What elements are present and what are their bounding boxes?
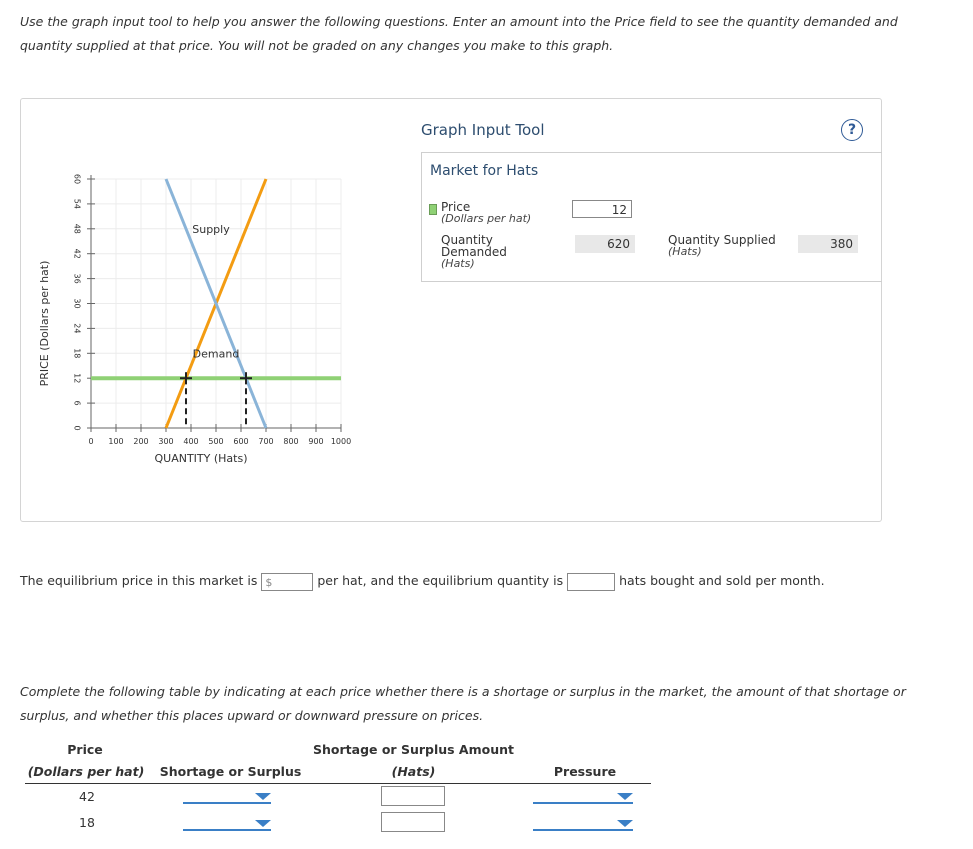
equilibrium-text-3: hats bought and sold per month. xyxy=(619,573,825,588)
x-tick-label: 400 xyxy=(183,437,199,446)
pressure-dropdown[interactable] xyxy=(533,815,633,831)
x-tick-label: 600 xyxy=(233,437,249,446)
col-header-pressure: Pressure xyxy=(553,764,617,779)
col-header-price-unit: (Dollars per hat) xyxy=(27,764,145,779)
equilibrium-text-1: The equilibrium price in this market is xyxy=(20,573,258,588)
quantity-supplied-label: Quantity Supplied xyxy=(668,233,776,247)
x-tick-label: 1000 xyxy=(330,437,352,446)
chevron-down-icon xyxy=(255,820,271,827)
supply-label: Supply xyxy=(192,222,230,236)
x-tick-label: 900 xyxy=(308,437,324,446)
demand-supply-chart[interactable] xyxy=(21,99,421,521)
shortage-surplus-dropdown[interactable] xyxy=(183,815,271,831)
price-swatch-icon xyxy=(429,204,437,215)
graph-input-tool-title: Graph Input Tool xyxy=(421,121,545,139)
quantity-demanded-value: 620 xyxy=(575,235,635,253)
price-input[interactable]: 12 xyxy=(572,200,632,218)
y-tick-label: 36 xyxy=(72,273,82,284)
chevron-down-icon xyxy=(617,793,633,800)
equilibrium-quantity-input[interactable] xyxy=(567,573,615,591)
graph-panel xyxy=(20,98,882,522)
x-tick-label: 0 xyxy=(88,437,94,446)
market-title: Market for Hats xyxy=(430,163,539,179)
table-row-price: 42 xyxy=(79,789,95,804)
y-tick-label: 12 xyxy=(72,373,82,384)
x-axis-label: QUANTITY (Hats) xyxy=(154,452,248,465)
equilibrium-sentence xyxy=(20,571,825,591)
demand-label: Demand xyxy=(192,347,240,361)
x-tick-label: 700 xyxy=(258,437,274,446)
table-instructions: Complete the following table by indicating at each price whether there is a shortage or surplus in the market, the amount of that shortage or surplus, and whether this places upward or downward pressure on prices. xyxy=(20,684,906,723)
y-tick-label: 42 xyxy=(72,248,82,259)
market-box xyxy=(421,152,882,282)
y-tick-label: 60 xyxy=(72,173,82,185)
chevron-down-icon xyxy=(617,820,633,827)
quantity-demanded-label-line2: Demanded xyxy=(441,245,507,259)
col-header-amount-unit: (Hats) xyxy=(391,764,436,779)
quantity-demanded-unit: (Hats) xyxy=(441,257,475,270)
y-tick-label: 54 xyxy=(72,198,82,209)
amount-input[interactable] xyxy=(381,786,445,806)
x-tick-label: 500 xyxy=(208,437,224,446)
quantity-demanded-label-line1: Quantity xyxy=(441,233,493,247)
price-label: Price xyxy=(441,200,471,214)
quantity-supplied-unit: (Hats) xyxy=(668,245,702,258)
shortage-surplus-dropdown[interactable] xyxy=(183,788,271,804)
col-header-amount: Shortage or Surplus Amount xyxy=(313,742,514,757)
chevron-down-icon xyxy=(255,793,271,800)
y-tick-label: 18 xyxy=(72,348,82,359)
equilibrium-text-2: per hat, and the equilibrium quantity is xyxy=(317,573,564,588)
x-tick-label: 300 xyxy=(158,437,174,446)
y-tick-label: 30 xyxy=(72,298,82,309)
help-icon[interactable]: ? xyxy=(841,119,863,141)
table-row-price: 18 xyxy=(79,815,95,830)
x-tick-label: 200 xyxy=(133,437,149,446)
amount-input[interactable] xyxy=(381,812,445,832)
pressure-dropdown[interactable] xyxy=(533,788,633,804)
instructions-text: Use the graph input tool to help you answer the following questions. Enter an amount into the Price field to see the quantity demanded and quantity supplied at that price. You will not be graded on any changes you make to this graph. xyxy=(20,14,898,53)
y-tick-label: 0 xyxy=(72,425,82,431)
col-header-price: Price xyxy=(67,742,103,757)
x-tick-label: 100 xyxy=(108,437,124,446)
x-tick-label: 800 xyxy=(283,437,299,446)
table-header-rule xyxy=(25,783,651,784)
y-tick-label: 6 xyxy=(72,400,82,406)
quantity-supplied-value: 380 xyxy=(798,235,858,253)
y-tick-label: 48 xyxy=(72,223,82,234)
y-axis-label: PRICE (Dollars per hat) xyxy=(38,260,51,387)
price-unit-label: (Dollars per hat) xyxy=(441,212,532,225)
col-header-shortage-surplus: Shortage or Surplus xyxy=(159,764,302,779)
y-tick-label: 24 xyxy=(72,323,82,334)
equilibrium-price-input[interactable]: $ xyxy=(261,573,313,591)
